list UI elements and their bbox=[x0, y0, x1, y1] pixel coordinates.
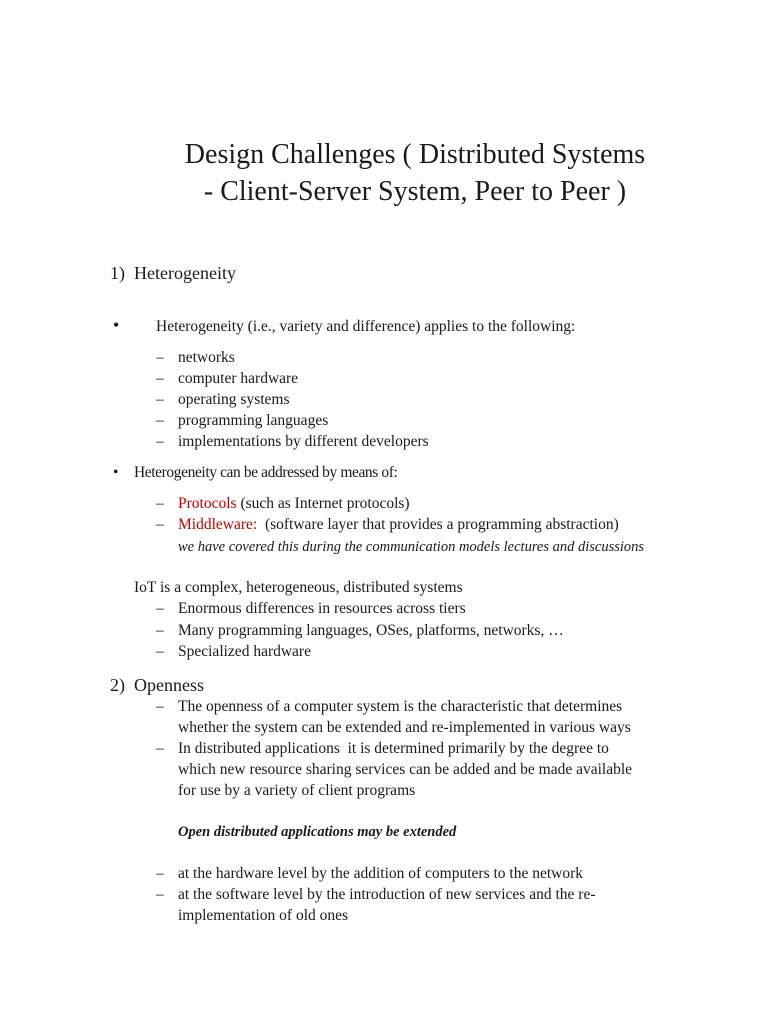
section-number: 1) bbox=[110, 263, 125, 283]
protocols-description: (such as Internet protocols) bbox=[236, 495, 410, 512]
openness-item-2-line-2: which new resource sharing services can be added and be made available bbox=[178, 761, 633, 778]
bullet-marker: • bbox=[113, 464, 119, 481]
dash-marker: – bbox=[156, 622, 164, 639]
dash-marker: – bbox=[156, 412, 164, 429]
list-item-middleware bbox=[178, 515, 619, 535]
list-item: operating systems bbox=[178, 391, 290, 408]
dash-marker: – bbox=[156, 698, 164, 715]
dash-marker: – bbox=[156, 349, 164, 366]
title-line-2: - Client-Server System, Peer to Peer ) bbox=[203, 176, 627, 207]
openness-item-1-line-1: The openness of a computer system is the characteristic that determines bbox=[178, 698, 623, 715]
extend-item-2-line-1: at the software level by the introduction of new services and the re- bbox=[178, 886, 596, 903]
list-item: networks bbox=[178, 349, 235, 366]
bullet-text: Heterogeneity (i.e., variety and difference) applies to the following: bbox=[156, 318, 576, 335]
bullet-text: Heterogeneity can be addressed by means of: bbox=[134, 464, 398, 481]
bullet-marker: • bbox=[113, 315, 120, 335]
openness-item-2-line-1: In distributed applications it is determined primarily by the degree to bbox=[178, 740, 609, 757]
openness-item-1-line-2: whether the system can be extended and re-implemented in various ways bbox=[178, 719, 631, 736]
dash-marker: – bbox=[156, 495, 164, 512]
dash-marker: – bbox=[156, 740, 164, 757]
section-title: Heterogeneity bbox=[134, 263, 236, 283]
list-item-protocols bbox=[178, 494, 410, 514]
middleware-label: Middleware: bbox=[178, 516, 258, 533]
list-item: computer hardware bbox=[178, 370, 299, 387]
section-number: 2) bbox=[110, 675, 125, 695]
extend-item-2-line-2: implementation of old ones bbox=[178, 907, 349, 924]
dash-marker: – bbox=[156, 600, 164, 617]
dash-marker: – bbox=[156, 433, 164, 450]
list-item: Enormous differences in resources across tiers bbox=[178, 600, 466, 617]
extend-item-1: at the hardware level by the addition of computers to the network bbox=[178, 865, 584, 882]
dash-marker: – bbox=[156, 370, 164, 387]
middleware-description: (software layer that provides a programming abstraction) bbox=[257, 516, 619, 533]
title-line-1: Design Challenges ( Distributed Systems bbox=[184, 139, 646, 170]
openness-item-2-line-3: for use by a variety of client programs bbox=[178, 782, 416, 799]
dash-marker: – bbox=[156, 516, 164, 533]
italic-note: we have covered this during the communication models lectures and discussions bbox=[178, 539, 645, 555]
dash-marker: – bbox=[156, 391, 164, 408]
dash-marker: – bbox=[156, 886, 164, 903]
protocols-label: Protocols bbox=[178, 495, 237, 512]
dash-marker: – bbox=[156, 865, 164, 882]
list-item: implementations by different developers bbox=[178, 433, 429, 450]
iot-statement: IoT is a complex, heterogeneous, distributed systems bbox=[134, 579, 463, 596]
section-title: Openness bbox=[134, 675, 204, 695]
dash-marker: – bbox=[156, 643, 164, 660]
list-item: Many programming languages, OSes, platforms, networks, … bbox=[178, 622, 564, 639]
emphasis-statement: Open distributed applications may be extended bbox=[178, 824, 457, 840]
list-item: Specialized hardware bbox=[178, 643, 311, 660]
list-item: programming languages bbox=[178, 412, 329, 429]
